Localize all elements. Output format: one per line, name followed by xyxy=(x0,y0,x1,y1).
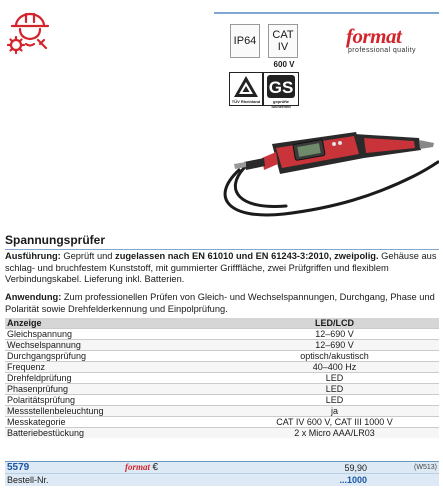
currency-symbol: € xyxy=(152,462,159,473)
spec-value: CAT IV 600 V, CAT III 1000 V xyxy=(230,417,439,428)
brand-logo xyxy=(346,25,438,54)
spec-value: optisch/akustisch xyxy=(230,351,439,362)
order-number-row xyxy=(5,474,439,486)
table-row xyxy=(5,373,439,384)
price: 59,90 xyxy=(229,462,369,474)
spec-label: Phasenprüfung xyxy=(5,384,230,395)
spec-label: Messkategorie xyxy=(5,417,230,428)
gs-seal-text: GS xyxy=(268,78,294,97)
ip-rating-badge xyxy=(230,24,260,58)
ip-rating-text: IP64 xyxy=(233,35,257,47)
spec-label: Drehfeldprüfung xyxy=(5,373,230,384)
spec-value: 12–690 V xyxy=(230,340,439,351)
table-row xyxy=(5,340,439,351)
application-label: Anwendung: xyxy=(5,292,62,302)
execution-text-a: Geprüft und xyxy=(60,251,116,261)
spec-value: LED xyxy=(230,373,439,384)
order-spacer xyxy=(123,474,229,486)
spec-table xyxy=(5,318,439,438)
spec-value: LED xyxy=(230,384,439,395)
application-description xyxy=(5,292,439,315)
spec-label: Wechselspannung xyxy=(5,340,230,351)
gs-caption: geprüfte Sicherheit xyxy=(271,99,291,109)
table-row xyxy=(5,395,439,406)
order-price-row xyxy=(5,462,439,474)
spec-header-value: LED/LCD xyxy=(230,318,439,329)
spec-value: 2 x Micro AAA/LR03 xyxy=(230,428,439,439)
worker-safety-icon xyxy=(4,4,56,56)
spec-value: LED xyxy=(230,395,439,406)
cat-rating-badge xyxy=(268,24,298,58)
table-row xyxy=(5,406,439,417)
order-table xyxy=(5,461,439,486)
execution-text-c: Gehäuse aus schlag- und bruchfestem Kunststoff, mit gummierter Grifffläche, zwei Prüfgriffen und flexiblem Verbindungskabel. Lieferung inkl. Batterien. xyxy=(5,251,437,285)
rated-voltage: 600 V xyxy=(273,60,295,69)
spec-label: Frequenz xyxy=(5,362,230,373)
brand-name: format xyxy=(346,24,402,48)
execution-text-b: zugelassen nach EN 61010 und EN 61243-3:2010, zweipolig. xyxy=(115,251,379,261)
spec-header-label: Anzeige xyxy=(5,318,230,329)
spec-header-row xyxy=(5,318,439,329)
spec-value: 12–690 V xyxy=(230,329,439,340)
order-number-label: Bestell-Nr. xyxy=(5,474,123,486)
table-row xyxy=(5,384,439,395)
title-rule xyxy=(5,249,439,250)
spec-label: Messstellenbeleuchtung xyxy=(5,406,230,417)
execution-description xyxy=(5,251,439,286)
order-spacer-end xyxy=(369,474,439,486)
spec-value: 40–400 Hz xyxy=(230,362,439,373)
product-title: Spannungsprüfer xyxy=(5,233,106,247)
spec-label: Batteriebestückung xyxy=(5,428,230,439)
tuv-caption: TÜV Rheinland xyxy=(231,99,261,104)
header-rule xyxy=(214,12,439,14)
order-number[interactable]: ...1000 xyxy=(229,474,369,486)
voltage-tester-image xyxy=(214,118,439,228)
order-brand-cell xyxy=(123,462,229,474)
table-row xyxy=(5,417,439,428)
article-number: 5579 xyxy=(5,462,123,474)
table-row xyxy=(5,362,439,373)
table-row xyxy=(5,428,439,439)
order-brand-logo: format xyxy=(125,462,151,472)
spec-label: Gleichspannung xyxy=(5,329,230,340)
spec-label: Durchgangsprüfung xyxy=(5,351,230,362)
cat-rating-line1: CAT xyxy=(272,29,294,41)
application-text: Zum professionellen Prüfen von Gleich- und Wechselspannungen, Durchgang, Phase und Polarität sowie Drehfelderkennung und Einpolprüfung. xyxy=(5,292,435,314)
price-code: (W513) xyxy=(369,462,439,474)
execution-label: Ausführung: xyxy=(5,251,61,261)
brand-tagline: professional quality xyxy=(348,47,416,54)
table-row xyxy=(5,329,439,340)
cat-rating-line2: IV xyxy=(277,41,289,53)
spec-label: Polaritätsprüfung xyxy=(5,395,230,406)
spec-value: ja xyxy=(230,406,439,417)
table-row xyxy=(5,351,439,362)
